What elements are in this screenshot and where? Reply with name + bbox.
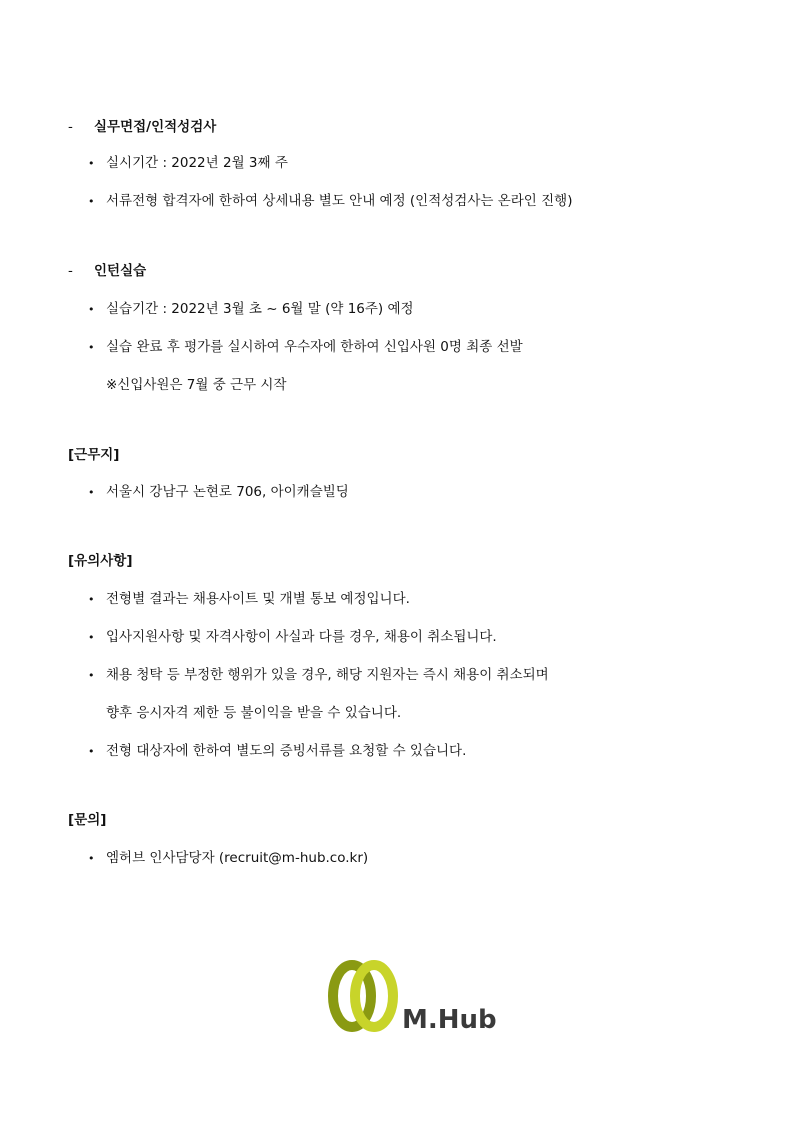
list-item: 전형 대상자에 한하여 별도의 증빙서류를 요청할 수 있습니다.: [106, 743, 467, 759]
bullet-icon: •: [88, 593, 95, 606]
section-heading-workplace: [근무지]: [68, 447, 120, 463]
list-item: 엠허브 인사담당자 (recruit@m-hub.co.kr): [106, 850, 369, 866]
list-item: 실습기간 : 2022년 3월 초 ~ 6월 말 (약 16주) 예정: [106, 301, 414, 317]
list-item: 실습 완료 후 평가를 실시하여 우수자에 한하여 신입사원 0명 최종 선발: [106, 339, 523, 355]
section-heading-interview: 실무면접/인적성검사: [94, 119, 217, 135]
list-item: 전형별 결과는 채용사이트 및 개별 통보 예정입니다.: [106, 591, 410, 607]
note-text: ※신입사원은 7월 중 근무 시작: [106, 377, 287, 393]
bullet-icon: •: [88, 486, 95, 499]
bullet-icon: •: [88, 157, 95, 170]
mhub-logo: [328, 958, 500, 1034]
dash-marker: -: [68, 119, 73, 135]
section-heading-notes: [유의사항]: [68, 553, 133, 569]
list-item-continuation: 향후 응시자격 제한 등 불이익을 받을 수 있습니다.: [106, 705, 402, 721]
list-item: 채용 청탁 등 부정한 행위가 있을 경우, 해당 지원자는 즉시 채용이 취소되며: [106, 667, 549, 683]
mhub-logo-icon: [328, 958, 500, 1034]
bullet-icon: •: [88, 195, 95, 208]
list-item: 서울시 강남구 논현로 706, 아이캐슬빌딩: [106, 484, 349, 500]
bullet-icon: •: [88, 631, 95, 644]
list-item: 실시기간 : 2022년 2월 3째 주: [106, 155, 288, 171]
bullet-icon: •: [88, 341, 95, 354]
bullet-icon: •: [88, 303, 95, 316]
bullet-icon: •: [88, 745, 95, 758]
dash-marker: -: [68, 263, 73, 279]
logo-text: M.Hub: [402, 1005, 497, 1034]
bullet-icon: •: [88, 852, 95, 865]
list-item: 서류전형 합격자에 한하여 상세내용 별도 안내 예정 (인적성검사는 온라인 진행): [106, 193, 573, 209]
bullet-icon: •: [88, 669, 95, 682]
list-item: 입사지원사항 및 자격사항이 사실과 다를 경우, 채용이 취소됩니다.: [106, 629, 497, 645]
section-heading-internship: 인턴실습: [94, 263, 147, 279]
section-heading-contact: [문의]: [68, 812, 107, 828]
